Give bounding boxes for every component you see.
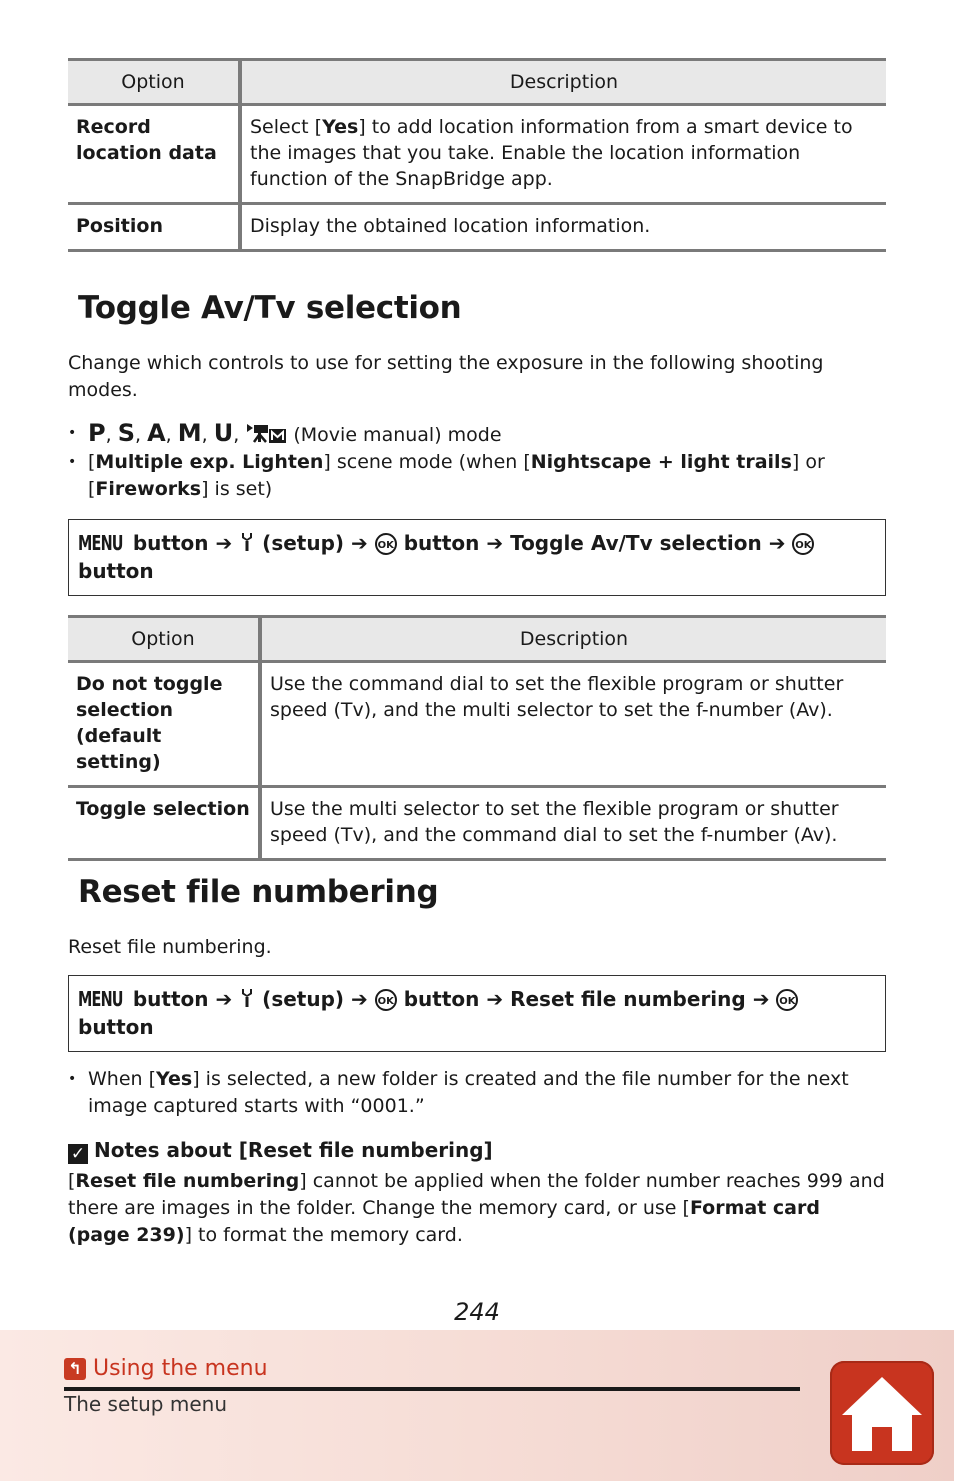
arrow-right-icon: ➔: [486, 531, 504, 555]
mode-m-icon: M: [177, 419, 202, 447]
list-item: • P, S, A, M, U, (Movie manual) mode: [68, 420, 868, 449]
menu-path-toggle: MENU button ➔ (setup) ➔ OK button ➔ Toggle Av/Tv selection ➔ OK button: [68, 519, 886, 596]
ok-icon: OK: [792, 533, 814, 555]
table-row: [68, 787, 886, 860]
option-description: Display the obtained location information.: [240, 204, 886, 251]
toggle-options-table: [68, 615, 886, 861]
wrench-icon: [239, 988, 255, 1008]
arrow-right-icon: ➔: [351, 987, 368, 1011]
format-card-link[interactable]: Format card (page 239): [68, 1197, 820, 1246]
location-options-table: [68, 58, 886, 252]
table-header-description: Description: [260, 617, 886, 662]
arrow-right-icon: ➔: [215, 531, 233, 555]
table-header-description: Description: [240, 60, 886, 105]
ok-icon: OK: [375, 989, 397, 1011]
back-arrow-icon: ↰: [64, 1358, 86, 1380]
mode-s-icon: S: [117, 419, 135, 447]
reset-notes-list: [68, 1066, 868, 1120]
mode-list: [68, 420, 868, 503]
option-name: Position: [68, 204, 240, 251]
table-header-option: Option: [68, 60, 240, 105]
table-row: [68, 204, 886, 251]
footer-subtitle: The setup menu: [64, 1392, 227, 1416]
ok-icon: OK: [375, 533, 397, 555]
menu-path-reset: MENU button ➔ (setup) ➔ OK button ➔ Reset file numbering ➔ OK button: [68, 975, 886, 1052]
section-title-reset: Reset file numbering: [78, 874, 439, 910]
section-intro: Change which controls to use for setting the exposure in the following shooting modes.: [68, 352, 824, 401]
section-title-toggle: Toggle Av/Tv selection: [78, 290, 462, 326]
page-number: 244: [454, 1298, 500, 1326]
table-row: [68, 662, 886, 787]
back-link[interactable]: [64, 1356, 268, 1381]
table-header-option: Option: [68, 617, 260, 662]
movie-manual-icon: [245, 422, 287, 444]
option-description: Select [Yes] to add location information from a smart device to the images that you take. Enable the location information function of the SnapBridge app.: [240, 105, 886, 204]
table-row: [68, 105, 886, 204]
home-button[interactable]: [830, 1361, 934, 1465]
option-description: Use the multi selector to set the flexible program or shutter speed (Tv), and the command dial to set the f-number (Av).: [260, 787, 886, 860]
arrow-right-icon: ➔: [486, 987, 504, 1011]
option-name: Record location data: [68, 105, 240, 204]
ok-icon: OK: [776, 989, 798, 1011]
footer-divider: [64, 1387, 800, 1391]
arrow-right-icon: ➔: [351, 531, 368, 555]
back-link-label: Using the menu: [93, 1356, 268, 1381]
mode-p-icon: P: [88, 419, 106, 447]
note-body: [Reset file numbering] cannot be applied when the folder number reaches 999 and there are images in the folder. Change the memory card, or use [Format card (page 239)] to format the memory card.: [68, 1170, 885, 1246]
arrow-right-icon: ➔: [752, 987, 770, 1011]
checkmark-note-icon: ✓: [68, 1144, 88, 1164]
arrow-right-icon: ➔: [215, 987, 233, 1011]
option-name: Do not toggle selection (default setting): [68, 662, 260, 787]
list-item: • [Multiple exp. Lighten] scene mode (when [Nightscape + light trails] or [Fireworks] is set): [68, 449, 868, 503]
list-item: • When [Yes] is selected, a new folder is created and the file number for the next image captured starts with “0001.”: [68, 1066, 868, 1120]
arrow-right-icon: ➔: [768, 531, 786, 555]
menu-icon: MENU: [78, 987, 123, 1011]
menu-icon: MENU: [78, 531, 123, 555]
wrench-icon: [239, 532, 255, 552]
note-heading: ✓ Notes about [Reset file numbering]: [68, 1138, 888, 1164]
mode-a-icon: A: [147, 419, 166, 447]
home-icon: [830, 1361, 934, 1465]
option-description: Use the command dial to set the flexible program or shutter speed (Tv), and the multi selector to set the f-number (Av).: [260, 662, 886, 787]
option-name: Toggle selection: [68, 787, 260, 860]
mode-u-icon: U: [213, 419, 234, 447]
section-intro: Reset file numbering.: [68, 936, 272, 958]
